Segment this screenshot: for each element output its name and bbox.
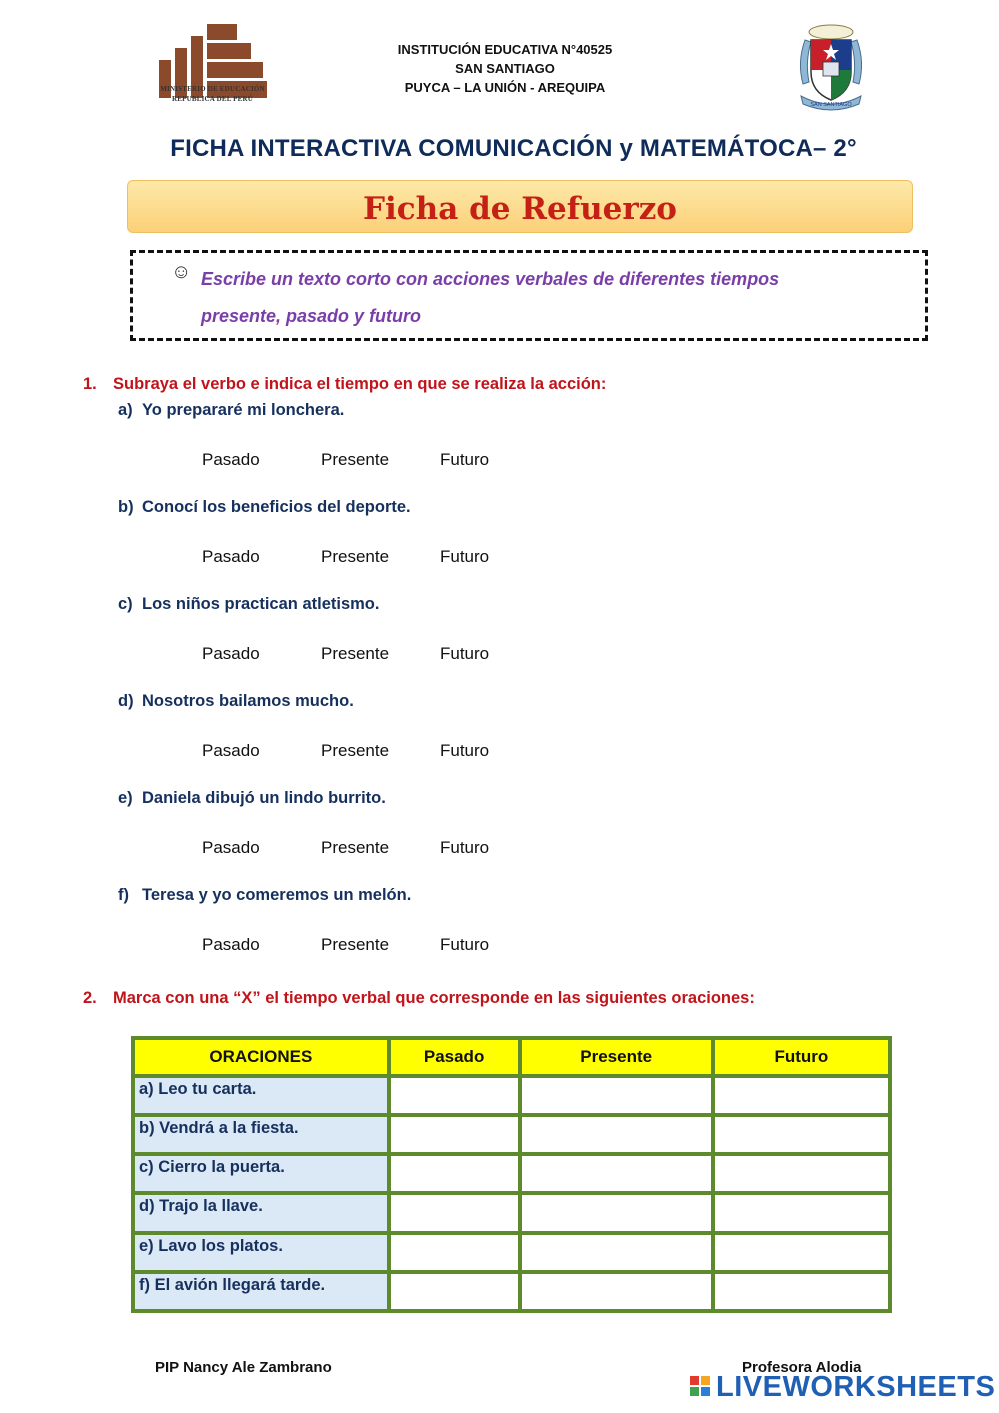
tense-option-pasado[interactable]: Pasado [202, 741, 260, 760]
tense-option-pasado[interactable]: Pasado [202, 450, 260, 469]
tense-option-presente[interactable]: Presente [321, 935, 390, 954]
answer-cell-pasado[interactable] [391, 1117, 518, 1152]
tense-option-pasado[interactable]: Pasado [202, 644, 260, 663]
table-row [135, 1078, 888, 1113]
sentence-cell: e) Lavo los platos. [135, 1235, 387, 1270]
question-1-number: 1. [83, 375, 97, 393]
answer-cell-futuro[interactable] [715, 1274, 888, 1309]
ministry-caption-line1: MINISTERIO DE EDUCACIÓN [160, 85, 265, 93]
item-label: f) [118, 886, 129, 904]
footer-author: PIP Nancy Ale Zambrano [155, 1359, 332, 1376]
answer-cell-presente[interactable] [522, 1117, 711, 1152]
question-1-item [118, 498, 411, 517]
instruction-line1: Escribe un texto corto con acciones verbales de diferentes tiempos [201, 269, 780, 289]
instruction-text [201, 261, 901, 335]
table-row [135, 1235, 888, 1270]
tense-option-presente[interactable]: Presente [321, 644, 390, 663]
instruction-line2: presente, pasado y futuro [201, 306, 422, 326]
answer-cell-pasado[interactable] [391, 1156, 518, 1191]
question-1-item [118, 595, 379, 614]
question-1-text: Subraya el verbo e indica el tiempo en que se realiza la acción: [113, 375, 607, 393]
question-2-title [83, 989, 755, 1008]
table-row [135, 1195, 888, 1230]
item-sentence[interactable]: Los niños practican atletismo. [142, 595, 380, 613]
header-pasado: Pasado [391, 1040, 518, 1074]
tense-option-presente[interactable]: Presente [321, 838, 390, 857]
school-crest-icon [795, 22, 867, 114]
answer-cell-presente[interactable] [522, 1195, 711, 1230]
tense-option-futuro[interactable]: Futuro [440, 644, 490, 663]
tense-option-futuro[interactable]: Futuro [440, 547, 490, 566]
question-1-item [118, 789, 386, 808]
page-title: FICHA INTERACTIVA COMUNICACIÓN y MATEMÁTOCA– 2° [170, 135, 857, 162]
item-sentence[interactable]: Teresa y yo comeremos un melón. [142, 886, 412, 904]
footer-teacher: Profesora Alodia [742, 1359, 862, 1376]
answer-cell-futuro[interactable] [715, 1117, 888, 1152]
item-sentence[interactable]: Nosotros bailamos mucho. [142, 692, 354, 710]
tense-option-futuro[interactable]: Futuro [440, 935, 490, 954]
question-1-item [118, 401, 344, 420]
ministry-logo [155, 22, 270, 110]
question-1-title [83, 375, 606, 394]
tense-option-pasado[interactable]: Pasado [202, 838, 260, 857]
question-1-item [118, 886, 411, 905]
tense-option-presente[interactable]: Presente [321, 450, 390, 469]
answer-cell-presente[interactable] [522, 1235, 711, 1270]
item-label: d) [118, 692, 134, 710]
tense-option-pasado[interactable]: Pasado [202, 935, 260, 954]
question-2-number: 2. [83, 989, 97, 1007]
answer-cell-futuro[interactable] [715, 1078, 888, 1113]
answer-cell-futuro[interactable] [715, 1235, 888, 1270]
answer-cell-pasado[interactable] [391, 1195, 518, 1230]
answer-cell-futuro[interactable] [715, 1195, 888, 1230]
answer-cell-pasado[interactable] [391, 1235, 518, 1270]
item-label: e) [118, 789, 133, 807]
item-label: b) [118, 498, 134, 516]
answer-cell-pasado[interactable] [391, 1078, 518, 1113]
tense-option-futuro[interactable]: Futuro [440, 450, 490, 469]
table-header-row [135, 1040, 888, 1074]
tense-option-futuro[interactable]: Futuro [440, 838, 490, 857]
answer-cell-presente[interactable] [522, 1078, 711, 1113]
answer-cell-futuro[interactable] [715, 1156, 888, 1191]
crest-motto: SAN SANTIAGO [810, 102, 852, 108]
school-header [330, 40, 680, 97]
sentence-cell: d) Trajo la llave. [135, 1195, 387, 1230]
school-name: INSTITUCIÓN EDUCATIVA N°40525 [397, 42, 613, 57]
sentence-cell: c) Cierro la puerta. [135, 1156, 387, 1191]
instruction-box [130, 250, 928, 341]
school-subname: SAN SANTIAGO [455, 61, 555, 76]
sentence-cell: b) Vendrá a la fiesta. [135, 1117, 387, 1152]
item-label: a) [118, 401, 133, 419]
item-sentence[interactable]: Daniela dibujó un lindo burrito. [142, 789, 386, 807]
table-row [135, 1117, 888, 1152]
header-futuro: Futuro [715, 1040, 888, 1074]
sentence-cell: f) El avión llegará tarde. [135, 1274, 387, 1309]
banner-title: Ficha de Refuerzo [363, 191, 677, 227]
tense-option-futuro[interactable]: Futuro [440, 741, 490, 760]
item-label: c) [118, 595, 133, 613]
tense-option-presente[interactable]: Presente [321, 741, 390, 760]
tense-option-pasado[interactable]: Pasado [202, 547, 260, 566]
table-row [135, 1156, 888, 1191]
answer-cell-pasado[interactable] [391, 1274, 518, 1309]
answer-cell-presente[interactable] [522, 1274, 711, 1309]
school-location: PUYCA – LA UNIÓN - AREQUIPA [404, 80, 606, 95]
question-2-text: Marca con una “X” el tiempo verbal que corresponde en las siguientes oraciones: [113, 989, 755, 1007]
answer-cell-presente[interactable] [522, 1156, 711, 1191]
table-row [135, 1274, 888, 1309]
sentence-cell: a) Leo tu carta. [135, 1078, 387, 1113]
tense-option-presente[interactable]: Presente [321, 547, 390, 566]
question-1-item [118, 692, 354, 711]
ministry-caption-line2: REPUBLICA DEL PERÚ [171, 95, 253, 103]
header-presente: Presente [522, 1040, 711, 1074]
header-oraciones: ORACIONES [135, 1040, 387, 1074]
item-sentence[interactable]: Yo prepararé mi lonchera. [142, 401, 345, 419]
liveworksheets-wordmark: LIVEWORKSHEETS [716, 1371, 996, 1403]
smiley-icon: ☺ [171, 261, 192, 283]
tense-table [131, 1036, 892, 1313]
worksheet-banner [127, 180, 913, 233]
item-sentence[interactable]: Conocí los beneficios del deporte. [142, 498, 411, 516]
